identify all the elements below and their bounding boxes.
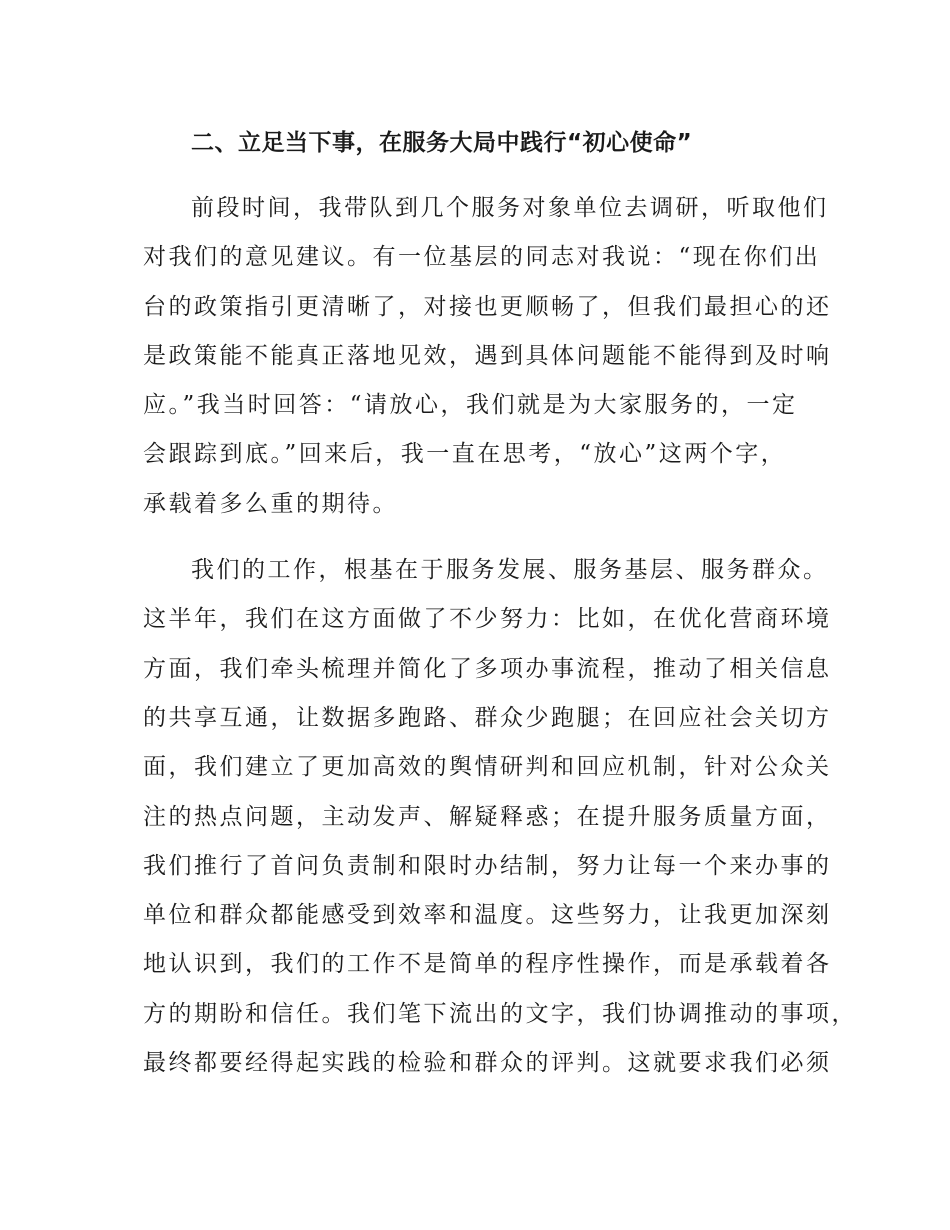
text-line: 方面，我们牵头梳理并简化了多项办事流程，推动了相关信息 <box>143 655 832 682</box>
text-line: 前段时间，我带队到几个服务对象单位去调研，听取他们 <box>191 195 829 221</box>
text-line: 台的政策指引更清晰了，对接也更顺畅了，但我们最担心的还 <box>143 293 832 320</box>
text-line: 是政策能不能真正落地见效，遇到具体问题能不能得到及时响 <box>143 342 832 369</box>
text-line: 地认识到，我们的工作不是简单的程序性操作，而是承载着各 <box>143 951 832 978</box>
text-line: 最终都要经得起实践的检验和群众的评判。这就要求我们必须 <box>143 1050 832 1077</box>
text-line: 注的热点问题，主动发声、解疑释惑；在提升服务质量方面， <box>143 803 832 830</box>
text-line: 我们推行了首问负责制和限时办结制，努力让每一个来办事的 <box>143 852 832 879</box>
text-line: 这半年，我们在这方面做了不少努力：比如，在优化营商环境 <box>143 606 832 633</box>
document-page <box>143 118 857 1088</box>
text-line: 应。”我当时回答：“请放心，我们就是为大家服务的，一定 <box>143 392 798 419</box>
text-line: 方的期盼和信任。我们笔下流出的文字，我们协调推动的事项， <box>143 1000 857 1027</box>
text-line: 我们的工作，根基在于服务发展、服务基层、服务群众。 <box>191 557 829 584</box>
text-line: 面，我们建立了更加高效的舆情研判和回应机制，针对公众关 <box>143 754 832 781</box>
text-line: 对我们的意见建议。有一位基层的同志对我说：“现在你们出 <box>143 244 821 271</box>
text-line: 承载着多么重的期待。 <box>143 490 398 517</box>
paragraph-2 <box>143 546 857 1088</box>
paragraph-1 <box>143 184 832 529</box>
text-line: 单位和群众都能感受到效率和温度。这些努力，让我更加深刻 <box>143 902 832 929</box>
text-line: 的共享互通，让数据多跑路、群众少跑腿；在回应社会关切方 <box>143 704 832 731</box>
text-line: 会跟踪到底。”回来后，我一直在思考，“放心”这两个字， <box>143 441 787 468</box>
section-heading: 二、立足当下事，在服务大局中践行“初心使命” <box>191 130 693 156</box>
